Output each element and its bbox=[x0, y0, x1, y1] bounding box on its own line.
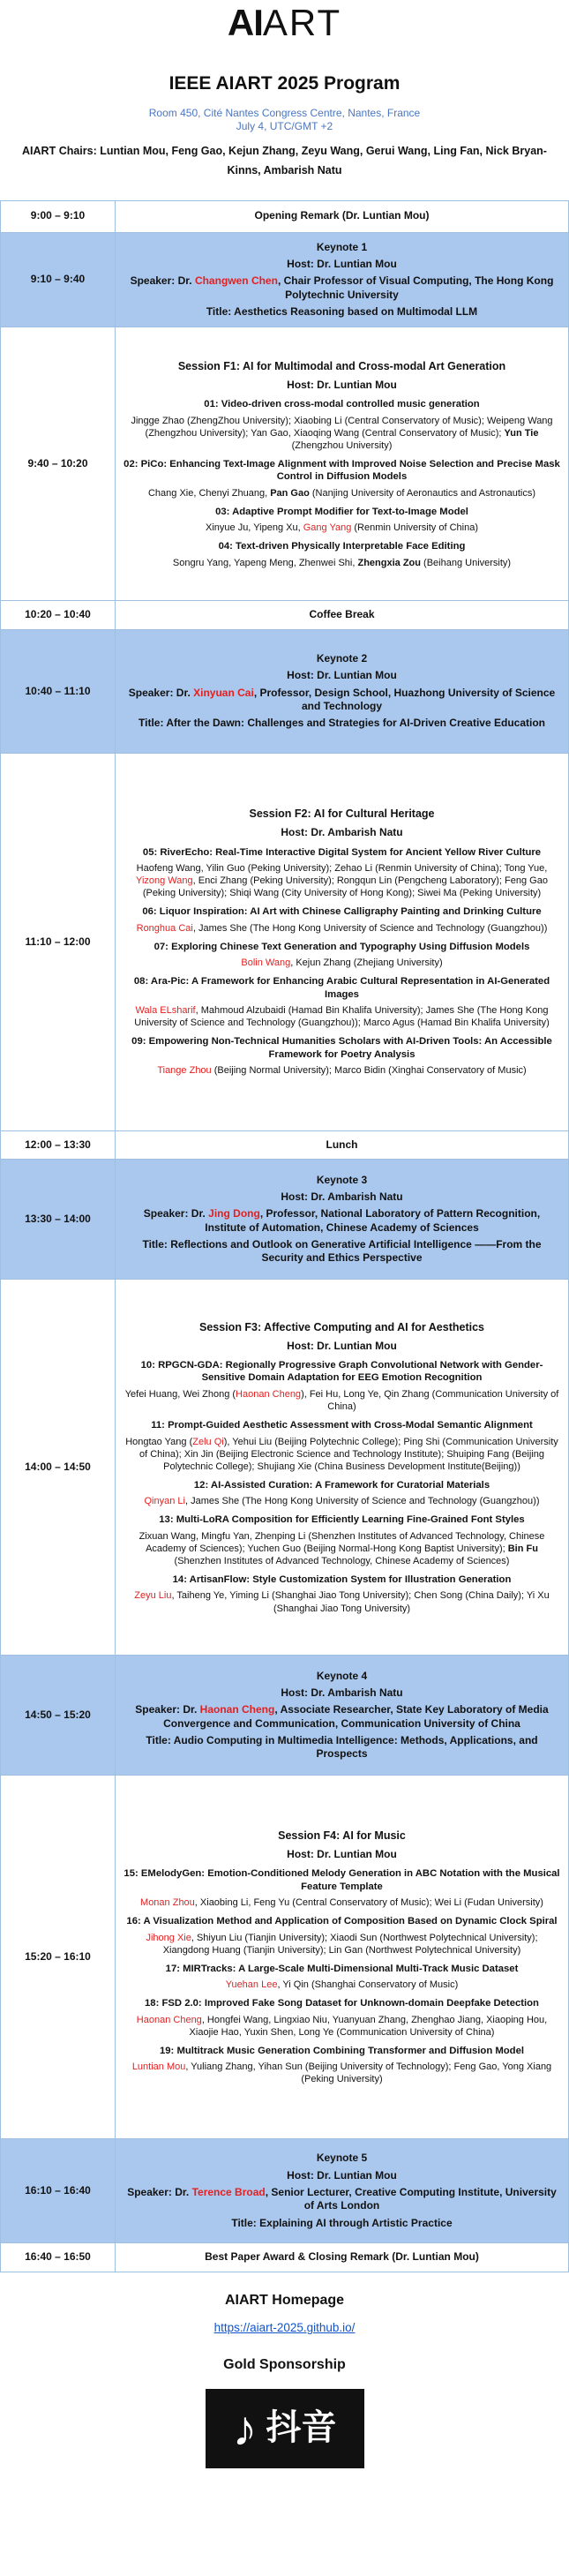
paper-authors bbox=[123, 1064, 561, 1077]
time-cell: 10:40 – 11:10 bbox=[1, 629, 116, 753]
schedule-row-keynote-4 bbox=[1, 1656, 569, 1776]
speaker-affiliation: , Chair Professor of Visual Computing, The Hong Kong Polytechnic University bbox=[277, 274, 554, 301]
keynote-title: Title: Aesthetics Reasoning based on Multimodal LLM bbox=[206, 305, 478, 319]
authors-text: ), Yehui Liu (Beijing Polytechnic College); Ping Shi (Communication University of China); Xin Jin (Beijing Electronic Science and Technology Institute); Shuiping Fang (Beijing Polytechnic College); Shujiang Xie (China Business Development Institute(Beijing)) bbox=[139, 1436, 558, 1472]
paper-authors bbox=[123, 1495, 561, 1507]
chairs-list: AIART Chairs: Luntian Mou, Feng Gao, Kejun Zhang, Zeyu Wang, Gerui Wang, Ling Fan, Nick Bryan-Kinns, Ambarish Natu bbox=[22, 144, 547, 176]
paper-title: 07: Exploring Chinese Text Generation and Typography Using Diffusion Models bbox=[153, 941, 530, 952]
time-cell: 9:10 – 9:40 bbox=[1, 232, 116, 327]
authors-text: Zixuan Wang, Mingfu Yan, Zhenping Li (Shenzhen Institutes of Advanced Technology, Chinese Academy of Sciences); Yuchen Guo (Beijing Normal-Hong Kong Baptist University); bbox=[139, 1530, 545, 1554]
venue-date: July 4, UTC/GMT +2 bbox=[236, 119, 333, 132]
presenter-name: Bolin Wang bbox=[241, 958, 291, 969]
schedule-row-keynote-2 bbox=[1, 629, 569, 753]
presenter-name: Pan Gao bbox=[270, 487, 310, 499]
presenter-name: Luntian Mou bbox=[131, 2062, 186, 2073]
event-cell bbox=[116, 601, 569, 629]
speaker-prefix: Speaker: Dr. bbox=[128, 686, 194, 699]
authors-text: Hongtao Yang ( bbox=[125, 1436, 193, 1447]
event-cell bbox=[116, 200, 569, 232]
time-cell: 10:20 – 10:40 bbox=[1, 601, 116, 629]
authors-text: (Nanjing University of Aeronautics and Astronautics) bbox=[309, 487, 535, 499]
authors-text: Yefei Huang, Wei Zhong ( bbox=[124, 1388, 236, 1400]
venue-info bbox=[0, 107, 569, 133]
keynote-cell bbox=[116, 1656, 569, 1776]
paper-title: 04: Text-driven Physically Interpretable Face Editing bbox=[218, 541, 466, 552]
presenter-name: Haonan Cheng bbox=[136, 2014, 202, 2025]
keynote-host: Host: Dr. Luntian Mou bbox=[287, 669, 397, 682]
speaker-name: Xinyuan Cai bbox=[193, 686, 254, 699]
schedule-row-keynote-3 bbox=[1, 1160, 569, 1280]
presenter-name: Tiange Zhou bbox=[157, 1065, 212, 1077]
tiktok-note-icon: ♪ bbox=[232, 2400, 258, 2456]
event-title: Opening Remark (Dr. Luntian Mou) bbox=[254, 209, 430, 222]
presenter-name: Ronghua Cai bbox=[136, 922, 193, 934]
paper-authors bbox=[123, 862, 561, 899]
time-cell: 16:40 – 16:50 bbox=[1, 2243, 116, 2272]
time-cell: 9:00 – 9:10 bbox=[1, 200, 116, 232]
presenter-name: Yuehan Lee bbox=[225, 1979, 278, 1991]
paper-title: 10: RPGCN-GDA: Regionally Progressive Graph Convolutional Network with Gender-Sensitive Domain Adaptation for EEG Emotion Recognition bbox=[140, 1360, 543, 1384]
session-cell bbox=[116, 327, 569, 601]
sponsor-logo-text: 抖音 bbox=[266, 2407, 337, 2449]
session-host: Host: Dr. Luntian Mou bbox=[287, 1847, 397, 1860]
session-title: Session F4: AI for Music bbox=[278, 1829, 406, 1842]
schedule-row-coffee bbox=[1, 601, 569, 629]
paper-authors bbox=[123, 1436, 561, 1473]
keynote-speaker bbox=[123, 1703, 561, 1731]
paper-title: 13: Multi-LoRA Composition for Efficiently Learning Fine-Grained Font Styles bbox=[159, 1514, 525, 1526]
paper-authors bbox=[123, 1388, 561, 1413]
schedule-row-session-f4 bbox=[1, 1776, 569, 2139]
keynote-cell bbox=[116, 232, 569, 327]
authors-text: , Yuliang Zhang, Yihan Sun (Beijing University of Technology); Feng Gao, Yong Xiang (Peking University) bbox=[185, 2062, 552, 2085]
authors-text: (Beijing Normal University); Marco Bidin (Xinghai Conservatory of Music) bbox=[211, 1065, 527, 1077]
schedule-row-closing bbox=[1, 2243, 569, 2272]
authors-text: , Yi Qin (Shanghai Conservatory of Music) bbox=[277, 1979, 459, 1991]
keynote-speaker bbox=[123, 1207, 561, 1235]
keynote-title: Title: Reflections and Outlook on Generative Artificial Intelligence ——From the Security and Ethics Perspective bbox=[142, 1238, 542, 1265]
schedule-row-session-f3 bbox=[1, 1280, 569, 1656]
event-cell bbox=[116, 2243, 569, 2272]
authors-text: (Beihang University) bbox=[420, 557, 512, 568]
session-cell bbox=[116, 1280, 569, 1656]
speaker-name: Terence Broad bbox=[191, 2185, 266, 2198]
time-cell: 11:10 – 12:00 bbox=[1, 753, 116, 1130]
homepage-heading: AIART Homepage bbox=[224, 2292, 345, 2308]
homepage-link[interactable]: https://aiart-2025.github.io/ bbox=[213, 2320, 356, 2334]
session-host: Host: Dr. Luntian Mou bbox=[287, 1339, 397, 1352]
keynote-host: Host: Dr. Luntian Mou bbox=[287, 257, 397, 270]
event-title: Lunch bbox=[326, 1138, 358, 1151]
keynote-speaker bbox=[123, 2186, 561, 2213]
douyin-sponsor-logo bbox=[206, 2389, 364, 2468]
authors-text: , Enci Zhang (Peking University); Rongqun Lin (Pengcheng Laboratory); Feng Gao (Peking University); Shiqi Wang (City University of Hong Kong); Siwei Ma (Peking University) bbox=[142, 875, 548, 899]
schedule-table bbox=[0, 200, 569, 2272]
presenter-name: Yizong Wang bbox=[136, 875, 193, 887]
speaker-affiliation: , Professor, National Laboratory of Pattern Recognition, Institute of Automation, Chinese Academy of Sciences bbox=[205, 1207, 541, 1234]
paper-authors bbox=[123, 1004, 561, 1029]
keynote-cell bbox=[116, 1160, 569, 1280]
logo-art-text: ART bbox=[262, 2, 342, 43]
paper-authors bbox=[123, 522, 561, 534]
speaker-prefix: Speaker: Dr. bbox=[143, 1207, 209, 1220]
authors-text: , James She (The Hong Kong University of Science and Technology (Guangzhou)) bbox=[184, 1496, 540, 1507]
authors-text: Haofeng Wang, Yilin Guo (Peking University); Zehao Li (Renmin University of China); Tong Yue, bbox=[136, 863, 548, 875]
authors-text: , Kejun Zhang (Zhejiang University) bbox=[290, 958, 443, 969]
keynote-label: Keynote 5 bbox=[316, 2152, 368, 2165]
presenter-name: Haonan Cheng bbox=[236, 1388, 302, 1400]
aiart-logo bbox=[0, 0, 569, 41]
session-cell bbox=[116, 753, 569, 1130]
keynote-label: Keynote 2 bbox=[316, 651, 368, 665]
keynote-host: Host: Dr. Luntian Mou bbox=[287, 2168, 397, 2182]
time-cell: 13:30 – 14:00 bbox=[1, 1160, 116, 1280]
schedule-row-keynote-1 bbox=[1, 232, 569, 327]
speaker-name: Jing Dong bbox=[208, 1207, 260, 1220]
presenter-name: Gang Yang bbox=[303, 522, 352, 534]
logo-ai-text: AI bbox=[227, 2, 263, 43]
session-cell bbox=[116, 1776, 569, 2139]
presenter-name: Monan Zhou bbox=[140, 1897, 195, 1909]
session-title: Session F3: Affective Computing and AI for Aesthetics bbox=[199, 1320, 484, 1333]
keynote-title: Title: Audio Computing in Multimedia Intelligence: Methods, Applications, and Prospects bbox=[146, 1734, 538, 1761]
time-cell: 14:00 – 14:50 bbox=[1, 1280, 116, 1656]
paper-title: 01: Video-driven cross-modal controlled music generation bbox=[204, 399, 480, 410]
schedule-row-opening bbox=[1, 200, 569, 232]
authors-text: Chang Xie, Chenyi Zhuang, bbox=[147, 487, 271, 499]
speaker-prefix: Speaker: Dr. bbox=[127, 2185, 192, 2198]
presenter-name: Zhengxia Zou bbox=[357, 557, 421, 568]
authors-text: ), Fei Hu, Long Ye, Qin Zhang (Communication University of China) bbox=[301, 1388, 559, 1413]
keynote-label: Keynote 1 bbox=[316, 240, 368, 253]
schedule-row-session-f1 bbox=[1, 327, 569, 601]
paper-title: 05: RiverEcho: Real-Time Interactive Digital System for Ancient Yellow River Culture bbox=[142, 846, 542, 858]
paper-authors bbox=[123, 1979, 561, 1991]
keynote-title: Title: Explaining AI through Artistic Practice bbox=[231, 2216, 453, 2229]
speaker-affiliation: , Professor, Design School, Huazhong University of Science and Technology bbox=[253, 686, 556, 712]
time-cell: 16:10 – 16:40 bbox=[1, 2139, 116, 2243]
authors-text: , Mahmoud Alzubaidi (Hamad Bin Khalifa University); James She (The Hong Kong University of Science and Technology (Guangzhou)); Marco Agus (Hamad Bin Khalifa University) bbox=[134, 1005, 550, 1029]
presenter-name: Zeyu Liu bbox=[134, 1590, 172, 1602]
keynote-cell bbox=[116, 2139, 569, 2243]
keynote-label: Keynote 3 bbox=[316, 1173, 368, 1186]
paper-authors bbox=[123, 557, 561, 569]
paper-title: 09: Empowering Non-Technical Humanities Scholars with AI-Driven Tools: An Accessible Framework for Poetry Analysis bbox=[131, 1036, 552, 1060]
authors-text: (Renmin University of China) bbox=[351, 522, 478, 534]
presenter-name: Zelu Qi bbox=[192, 1436, 224, 1447]
event-title: Coffee Break bbox=[309, 608, 375, 621]
paper-title: 18: FSD 2.0: Improved Fake Song Dataset for Unknown-domain Deepfake Detection bbox=[145, 1998, 539, 2009]
paper-title: 17: MIRTracks: A Large-Scale Multi-Dimensional Multi-Track Music Dataset bbox=[165, 1963, 519, 1974]
event-title: Best Paper Award & Closing Remark (Dr. Luntian Mou) bbox=[205, 2250, 479, 2264]
authors-text: Xinyue Ju, Yipeng Xu, bbox=[206, 522, 303, 534]
paper-authors bbox=[123, 415, 561, 452]
keynote-host: Host: Dr. Ambarish Natu bbox=[281, 1686, 403, 1699]
paper-authors bbox=[123, 2061, 561, 2085]
schedule-row-session-f2 bbox=[1, 753, 569, 1130]
paper-authors bbox=[123, 487, 561, 499]
paper-title: 19: Multitrack Music Generation Combining Transformer and Diffusion Model bbox=[159, 2045, 524, 2056]
keynote-cell bbox=[116, 629, 569, 753]
speaker-prefix: Speaker: Dr. bbox=[130, 274, 195, 288]
time-cell: 12:00 – 13:30 bbox=[1, 1130, 116, 1159]
sponsor-heading: Gold Sponsorship bbox=[223, 2357, 346, 2373]
session-title: Session F1: AI for Multimodal and Cross-modal Art Generation bbox=[177, 359, 506, 372]
presenter-name: Jihong Xie bbox=[146, 1932, 191, 1943]
paper-title: 15: EMelodyGen: Emotion-Conditioned Melody Generation in ABC Notation with the Musical Feature Template bbox=[124, 1868, 560, 1892]
authors-text: , Hongfei Wang, Lingxiao Niu, Yuanyuan Zhang, Zhenghao Jiang, Xiaoping Hou, Xiaojie Hao, Yuxin Shen, Long Ye (Communication University of China) bbox=[189, 2014, 548, 2038]
time-cell: 9:40 – 10:20 bbox=[1, 327, 116, 601]
authors-text: (Shenzhen Institutes of Advanced Technology, Chinese Academy of Sciences) bbox=[174, 1555, 510, 1566]
authors-text: (Zhengzhou University) bbox=[291, 439, 393, 451]
keynote-title: Title: After the Dawn: Challenges and Strategies for AI-Driven Creative Education bbox=[139, 717, 545, 730]
keynote-host: Host: Dr. Ambarish Natu bbox=[281, 1190, 403, 1203]
presenter-name: Yun Tie bbox=[504, 427, 539, 439]
paper-authors bbox=[123, 1932, 561, 1956]
paper-title: 02: PiCo: Enhancing Text-Image Alignment with Improved Noise Selection and Precise Mask Control in Diffusion Models bbox=[124, 458, 560, 483]
authors-text: Songru Yang, Yapeng Meng, Zhenwei Shi, bbox=[172, 557, 358, 568]
paper-authors bbox=[123, 1589, 561, 1614]
speaker-name: Changwen Chen bbox=[194, 274, 278, 288]
authors-text: , Taiheng Ye, Yiming Li (Shanghai Jiao Tong University); Chen Song (China Daily); Yi Xu (Shanghai Jiao Tong University) bbox=[171, 1590, 550, 1614]
paper-title: 14: ArtisanFlow: Style Customization System for Illustration Generation bbox=[172, 1574, 512, 1585]
event-cell bbox=[116, 1130, 569, 1159]
keynote-speaker bbox=[123, 274, 561, 302]
speaker-affiliation: , Associate Researcher, State Key Laboratory of Media Convergence and Communication, Communication University of China bbox=[163, 1703, 549, 1730]
paper-title: 12: AI-Assisted Curation: A Framework for Curatorial Materials bbox=[193, 1479, 490, 1491]
paper-authors bbox=[123, 2014, 561, 2039]
presenter-name: Wala ELsharif bbox=[135, 1005, 196, 1017]
paper-authors bbox=[123, 957, 561, 969]
authors-text: Jingge Zhao (ZhengZhou University); Xiaobing Li (Central Conservatory of Music); Weipeng Wang (Zhengzhou University); Yan Gao, Xiaoqing Wang (Central Conservatory of Music); bbox=[131, 415, 553, 439]
paper-authors bbox=[123, 1530, 561, 1567]
page-title: IEEE AIART 2025 Program bbox=[168, 73, 401, 94]
venue-location: Room 450, Cité Nantes Congress Centre, Nantes, France bbox=[148, 106, 421, 119]
paper-title: 08: Ara-Pic: A Framework for Enhancing Arabic Cultural Representation in AI-Generated Images bbox=[133, 976, 550, 1000]
keynote-label: Keynote 4 bbox=[316, 1669, 368, 1682]
speaker-affiliation: , Senior Lecturer, Creative Computing Institute, University of Arts London bbox=[265, 2185, 557, 2212]
paper-title: 06: Liquor Inspiration: AI Art with Chinese Calligraphy Painting and Drinking Culture bbox=[142, 906, 542, 918]
authors-text: , James She (The Hong Kong University of Science and Technology (Guangzhou)) bbox=[192, 922, 548, 934]
schedule-row-lunch bbox=[1, 1130, 569, 1159]
time-cell: 14:50 – 15:20 bbox=[1, 1656, 116, 1776]
keynote-speaker bbox=[123, 687, 561, 714]
paper-authors bbox=[123, 1896, 561, 1909]
session-host: Host: Dr. Luntian Mou bbox=[287, 378, 397, 391]
paper-authors bbox=[123, 922, 561, 935]
authors-text: , Shiyun Liu (Tianjin University); Xiaodi Sun (Northwest Polytechnical University); Xiangdong Huang (Tianjin University); Lin Gan (Northwest Polytechnical University) bbox=[162, 1932, 538, 1956]
presenter-name: Qinyan Li bbox=[144, 1496, 185, 1507]
session-title: Session F2: AI for Cultural Heritage bbox=[249, 807, 435, 821]
schedule-row-keynote-5 bbox=[1, 2139, 569, 2243]
paper-title: 03: Adaptive Prompt Modifier for Text-to-Image Model bbox=[215, 506, 468, 517]
session-host: Host: Dr. Ambarish Natu bbox=[281, 826, 403, 839]
paper-title: 16: A Visualization Method and Application of Composition Based on Dynamic Clock Spiral bbox=[126, 1916, 558, 1927]
authors-text: , Xiaobing Li, Feng Yu (Central Conservatory of Music); Wei Li (Fudan University) bbox=[194, 1897, 543, 1909]
speaker-prefix: Speaker: Dr. bbox=[135, 1703, 200, 1716]
paper-title: 11: Prompt-Guided Aesthetic Assessment with Cross-Modal Semantic Alignment bbox=[151, 1420, 533, 1431]
time-cell: 15:20 – 16:10 bbox=[1, 1776, 116, 2139]
presenter-name: Bin Fu bbox=[507, 1543, 538, 1554]
speaker-name: Haonan Cheng bbox=[199, 1703, 275, 1716]
